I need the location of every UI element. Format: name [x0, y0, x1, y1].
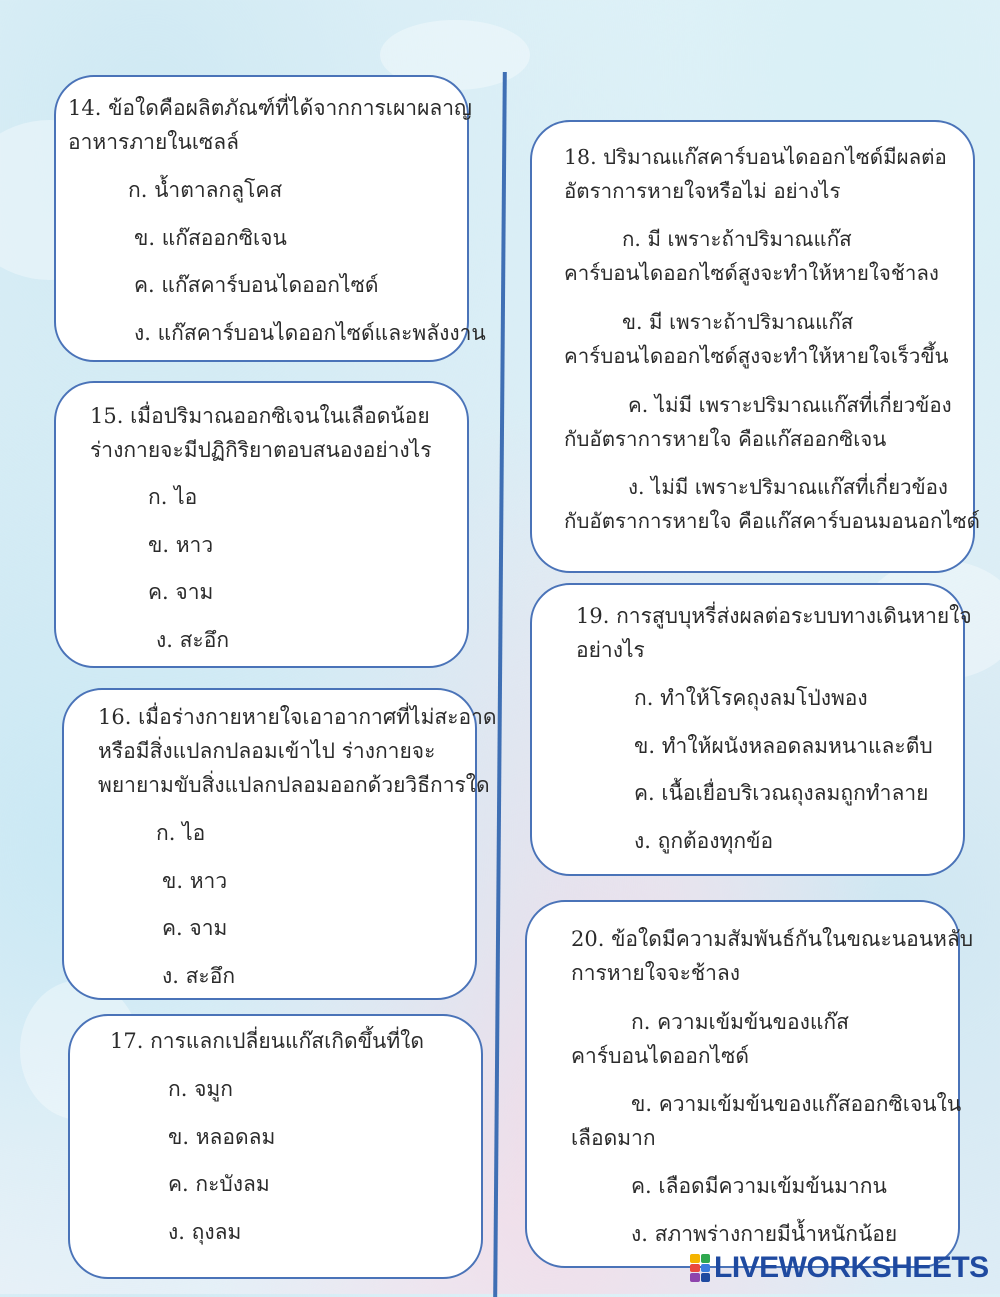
answer-option-c[interactable]: ค. ไม่มี เพราะปริมาณแก๊สที่เกี่ยวข้อง	[628, 393, 952, 417]
question-text: 17. การแลกเปลี่ยนแก๊สเกิดขึ้นที่ใด	[110, 1029, 425, 1053]
answer-option-d[interactable]: ง. สะอึก	[162, 964, 236, 988]
answer-option-d[interactable]: ง. สภาพร่างกายมีน้ำหนักน้อย	[631, 1222, 898, 1246]
column-divider	[493, 72, 507, 1297]
answer-option-a-cont[interactable]: คาร์บอนไดออกไซด์	[571, 1044, 750, 1068]
answer-option-c[interactable]: ค. เนื้อเยื่อบริเวณถุงลมถูกทำลาย	[634, 781, 929, 805]
answer-option-c[interactable]: ค. แก๊สคาร์บอนไดออกไซด์	[134, 273, 379, 297]
logo-block	[690, 1254, 700, 1263]
logo-block	[701, 1264, 711, 1273]
answer-option-a[interactable]: ก. น้ำตาลกลูโคส	[128, 178, 283, 202]
answer-option-d[interactable]: ง. ไม่มี เพราะปริมาณแก๊สที่เกี่ยวข้อง	[628, 475, 948, 499]
brand-name: LIVEWORKSHEETS	[714, 1251, 989, 1284]
question-text: หรือมีสิ่งแปลกปลอมเข้าไป ร่างกายจะ	[98, 739, 436, 763]
question-card-18	[530, 120, 980, 573]
question-card-20	[525, 900, 974, 1268]
question-text: 20. ข้อใดมีความสัมพันธ์กันในขณะนอนหลับ	[571, 927, 974, 951]
answer-option-b-cont[interactable]: เลือดมาก	[571, 1126, 656, 1150]
logo-block	[701, 1273, 711, 1282]
question-card-19	[530, 583, 972, 876]
question-text: อาหารภายในเซลล์	[68, 130, 240, 154]
answer-option-d[interactable]: ง. ถุงลม	[168, 1220, 242, 1244]
answer-option-c[interactable]: ค. เลือดมีความเข้มข้นมากน	[631, 1174, 887, 1198]
question-text: 14. ข้อใดคือผลิตภัณฑ์ที่ได้จากการเผาผลาญ	[68, 96, 472, 120]
question-card-16	[62, 688, 497, 1000]
liveworksheets-logo-icon	[690, 1254, 710, 1282]
logo-block	[690, 1264, 700, 1273]
answer-option-c[interactable]: ค. กะบังลม	[168, 1172, 270, 1196]
answer-option-a[interactable]: ก. มี เพราะถ้าปริมาณแก๊ส	[622, 227, 852, 251]
answer-option-a[interactable]: ก. ไอ	[148, 485, 198, 509]
question-text: 16. เมื่อร่างกายหายใจเอาอากาศที่ไม่สะอาด	[98, 705, 497, 729]
question-text: 19. การสูบบุหรี่ส่งผลต่อระบบทางเดินหายใจ	[576, 604, 972, 628]
answer-option-d-cont[interactable]: กับอัตราการหายใจ คือแก๊สคาร์บอนมอนอกไซด์	[564, 509, 980, 533]
answer-option-b[interactable]: ข. หาว	[148, 533, 214, 557]
answer-option-b[interactable]: ข. ความเข้มข้นของแก๊สออกซิเจนใน	[631, 1092, 962, 1116]
answer-option-a-cont[interactable]: คาร์บอนไดออกไซด์สูงจะทำให้หายใจช้าลง	[564, 261, 939, 285]
answer-option-c[interactable]: ค. จาม	[148, 580, 214, 604]
question-text: 18. ปริมาณแก๊สคาร์บอนไดออกไซด์มีผลต่อ	[564, 145, 947, 169]
question-text: อัตราการหายใจหรือไม่ อย่างไร	[564, 179, 841, 203]
answer-option-c-cont[interactable]: กับอัตราการหายใจ คือแก๊สออกซิเจน	[564, 427, 887, 451]
answer-option-b[interactable]: ข. ทำให้ผนังหลอดลมหนาและตีบ	[634, 734, 933, 758]
answer-option-a[interactable]: ก. ความเข้มข้นของแก๊ส	[631, 1010, 849, 1034]
question-card-15	[54, 381, 469, 668]
answer-option-c[interactable]: ค. จาม	[162, 916, 228, 940]
question-text: ร่างกายจะมีปฏิกิริยาตอบสนองอย่างไร	[90, 438, 432, 462]
question-card-17	[68, 1014, 483, 1279]
answer-option-b-cont[interactable]: คาร์บอนไดออกไซด์สูงจะทำให้หายใจเร็วขึ้น	[564, 344, 949, 368]
answer-option-b[interactable]: ข. หลอดลม	[168, 1125, 276, 1149]
question-text: พยายามขับสิ่งแปลกปลอมออกด้วยวิธีการใด	[98, 773, 490, 797]
answer-option-a[interactable]: ก. ไอ	[156, 821, 206, 845]
answer-option-d[interactable]: ง. แก๊สคาร์บอนไดออกไซด์และพลังงาน	[134, 321, 486, 345]
question-text: การหายใจจะช้าลง	[571, 961, 741, 985]
answer-option-a[interactable]: ก. ทำให้โรคถุงลมโป่งพอง	[634, 686, 868, 710]
answer-option-b[interactable]: ข. หาว	[162, 869, 228, 893]
answer-option-d[interactable]: ง. ถูกต้องทุกข้อ	[634, 829, 774, 853]
answer-option-b[interactable]: ข. มี เพราะถ้าปริมาณแก๊ส	[622, 310, 854, 334]
question-card-14	[54, 75, 486, 362]
logo-block	[690, 1273, 700, 1282]
liveworksheets-logo[interactable]	[690, 1248, 995, 1288]
answer-option-b[interactable]: ข. แก๊สออกซิเจน	[134, 226, 287, 250]
logo-block	[701, 1254, 711, 1263]
answer-option-a[interactable]: ก. จมูก	[168, 1077, 233, 1101]
answer-option-d[interactable]: ง. สะอึก	[156, 628, 230, 652]
question-text: อย่างไร	[576, 638, 645, 662]
question-text: 15. เมื่อปริมาณออกซิเจนในเลือดน้อย	[90, 404, 430, 428]
